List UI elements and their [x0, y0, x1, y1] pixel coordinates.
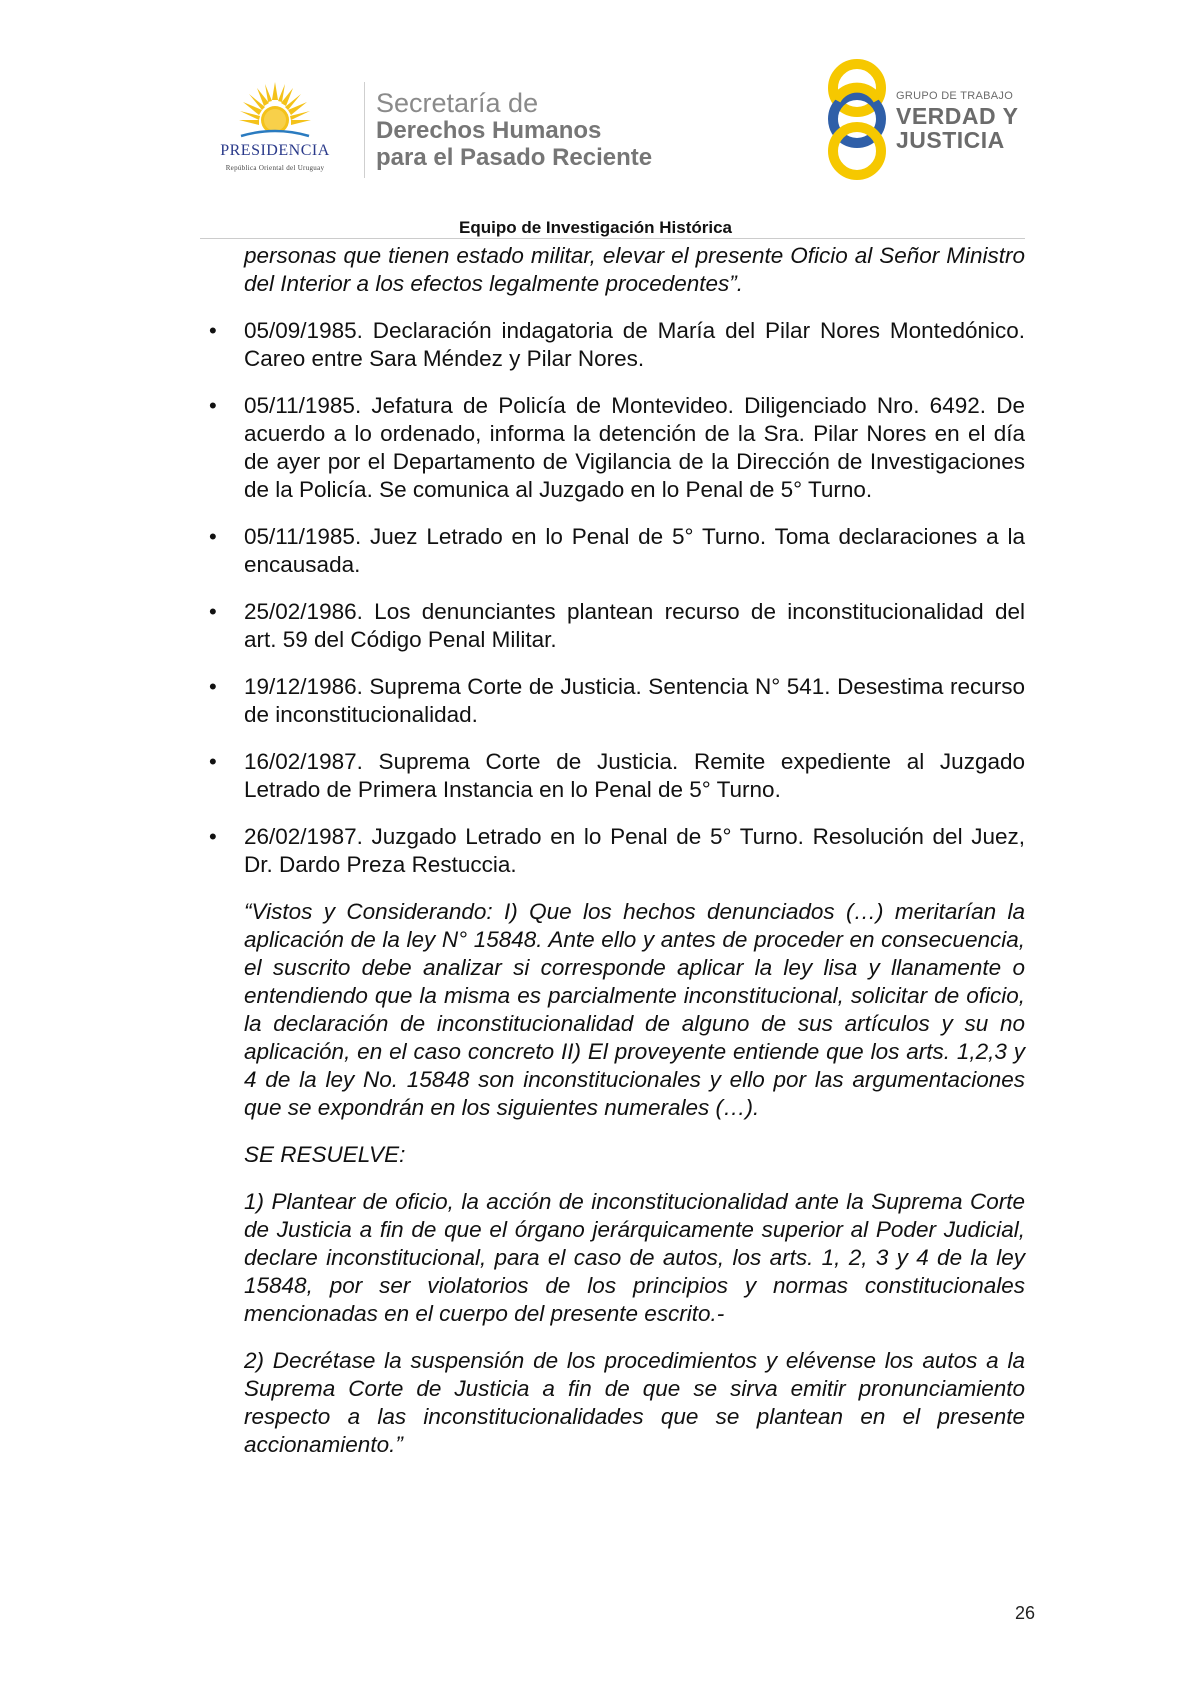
document-body [209, 242, 1025, 1478]
presidencia-subtitle: República Oriental del Uruguay [225, 164, 325, 172]
list-item-text: 05/09/1985. Declaración indagatoria de María del Pilar Nores Montedónico. Careo entre Sara Méndez y Pilar Nores. [244, 318, 1025, 371]
secretaria-line-2: Derechos Humanos [376, 117, 602, 144]
bullet-icon: • [209, 599, 217, 624]
sun-emblem-icon [237, 80, 313, 142]
list-item-text: 05/11/1985. Juez Letrado en lo Penal de 5° Turno. Toma declaraciones a la encausada. [244, 524, 1025, 577]
resolution-2: 2) Decrétase la suspensión de los procedimientos y elévense los autos a la Suprema Corte de Justicia a fin de que se sirva emitir pronunciamiento respecto a las inconstitucionalidades que se plantean en el presente accionamiento.” [244, 1348, 1025, 1457]
bullet-icon: • [209, 749, 217, 774]
list-item [209, 317, 1025, 373]
se-resuelve-heading: SE RESUELVE: [244, 1142, 406, 1167]
quote-considerando: “Vistos y Considerando: I) Que los hechos denunciados (…) meritarían la aplicación de la ley N° 15848. Ante ello y antes de proceder en consecuencia, el suscrito debe analizar si corresponde aplicar la ley lisa y llanamente o entendiendo que la misma es parcialmente inconstitucional, solicitar de oficio, la declaración de inconstitucionalidad de alguno de sus artículos y su no aplicación, en el caso concreto II) El proveyente entiende que los arts. 1,2,3 y 4 de la ley No. 15848 son inconstitucionales y ello por las argumentaciones que se expondrán en los siguientes numerales (…). [244, 899, 1025, 1120]
list-item-text: 05/11/1985. Jefatura de Policía de Montevideo. Diligenciado Nro. 6492. De acuerdo a lo ordenado, informa la detención de la Sra. Pilar Nores en el día de ayer por el Departamento de Vigilancia de la Dirección de Investigaciones de la Policía. Se comunica al Juzgado en lo Penal de 5° Turno. [244, 393, 1025, 502]
list-item [209, 673, 1025, 729]
logo-divider [364, 82, 365, 178]
grupo-line-2: VERDAD Y [896, 103, 1019, 129]
intro-continuation: personas que tienen estado militar, elevar el presente Oficio al Señor Ministro del Interior a los efectos legalmente procedentes”. [244, 243, 1025, 296]
bullet-icon: • [209, 824, 217, 849]
header-divider [200, 238, 1025, 239]
verdad-y-justicia-logo [822, 55, 1042, 185]
secretaria-line-3: para el Pasado Reciente [376, 144, 653, 171]
list-item-text: 16/02/1987. Suprema Corte de Justicia. Remite expediente al Juzgado Letrado de Primera Instancia en lo Penal de 5° Turno. [244, 749, 1025, 802]
bullet-icon: • [209, 318, 217, 343]
bullet-icon: • [209, 393, 217, 418]
list-item-text: 25/02/1986. Los denunciantes plantean recurso de inconstitucionalidad del art. 59 del Código Penal Militar. [244, 599, 1025, 652]
list-item [209, 598, 1025, 654]
page-header [0, 0, 1191, 240]
secretaria-logo-text [376, 90, 652, 171]
list-item [209, 392, 1025, 504]
list-item-text: 26/02/1987. Juzgado Letrado en lo Penal de 5° Turno. Resolución del Juez, Dr. Dardo Preza Restuccia. [244, 824, 1025, 877]
interlocked-rings-icon [822, 55, 892, 185]
page-number: 26 [1014, 1603, 1035, 1623]
secretaria-line-1: Secretaría de [376, 88, 539, 118]
bullet-icon: • [209, 524, 217, 549]
presidencia-logo [195, 80, 355, 180]
list-item [209, 748, 1025, 804]
grupo-line-1: GRUPO DE TRABAJO [896, 90, 1014, 102]
list-item [209, 823, 1025, 879]
team-label: Equipo de Investigación Histórica [459, 218, 732, 237]
presidencia-name: PRESIDENCIA [220, 142, 330, 159]
list-item-text: 19/12/1986. Suprema Corte de Justicia. Sentencia N° 541. Desestima recurso de inconstitucionalidad. [244, 674, 1025, 727]
resolution-1: 1) Plantear de oficio, la acción de inconstitucionalidad ante la Suprema Corte de Justicia a fin de que el órgano jerárquicamente superior al Poder Judicial, declare inconstitucional, para el caso de autos, los arts. 1, 2, 3 y 4 de la ley 15848, por ser violatorios de los principios y normas constitucionales mencionadas en el cuerpo del presente escrito.- [244, 1189, 1025, 1326]
list-item [209, 523, 1025, 579]
bullet-icon: • [209, 674, 217, 699]
grupo-line-3: JUSTICIA [896, 127, 1005, 153]
